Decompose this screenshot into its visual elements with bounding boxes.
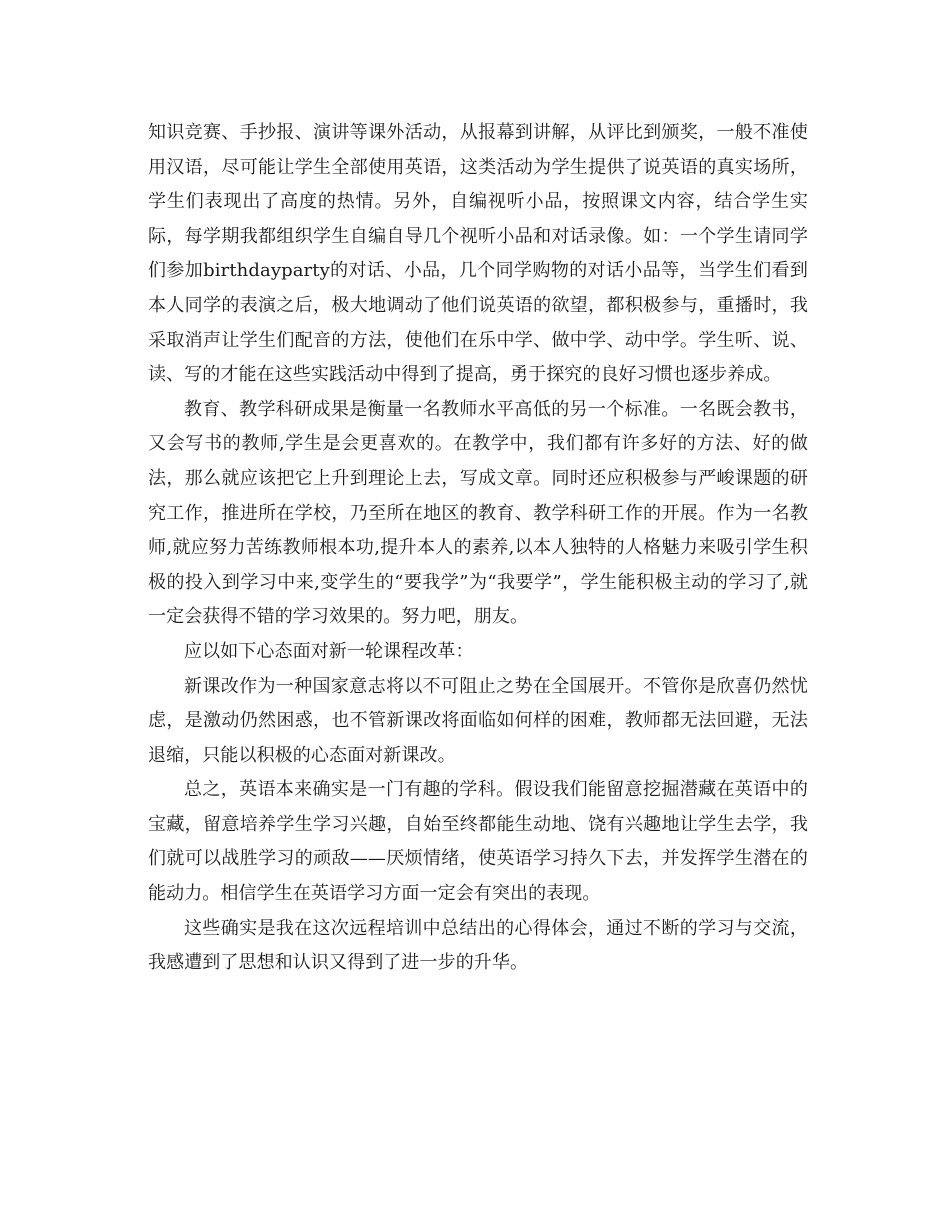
paragraph-extracurricular-activities: 知识竞赛、手抄报、演讲等课外活动，从报幕到讲解，从评比到颁奖，一般不准使用汉语，尽可能让学生全部使用英语，这类活动为学生提供了说英语的真实场所，学生们表现出了高度的热情。另外，自编视听小品，按照课文内容，结合学生实际，每学期我都组织学生自编自导几个视听小品和对话录像。如：一个学生请同学们参加birthdayparty的对话、小品，几个同学购物的对话小品等，当学生们看到本人同学的表演之后，极大地调动了他们说英语的欲望，都积极参与，重播时，我采取消声让学生们配音的方法，使他们在乐中学、做中学、动中学。学生听、说、读、写的才能在这些实践活动中得到了提高，勇于探究的良好习惯也逐步养成。 <box>148 122 808 386</box>
paragraph-conclusion: 总之，英语本来确实是一门有趣的学科。假设我们能留意挖掘潜藏在英语中的宝藏，留意培养学生学习兴趣，自始至终都能生动地、饶有兴趣地让学生去学，我们就可以战胜学习的顽敌——厌烦情绪，使英语学习持久下去，并发挥学生潜在的能动力。相信学生在英语学习方面一定会有突出的表现。 <box>148 779 808 905</box>
document-body <box>148 116 808 981</box>
paragraph-attitude-heading: 应以如下心态面对新一轮课程改革： <box>184 640 474 662</box>
paragraph-research-achievements: 教育、教学科研成果是衡量一名教师水平高低的另一个标准。一名既会教书，又会写书的教师,学生是会更喜欢的。在教学中，我们都有许多好的方法、好的做法，那么就应该把它上升到理论上去，写成文章。同时还应积极参与严峻课题的研究工作，推进所在学校，乃至所在地区的教育、教学科研工作的开展。作为一名教师,就应努力苦练教师根本功,提升本人的素养,以本人独特的人格魅力来吸引学生积极的投入到学习中来,变学生的“要我学”为“我要学”，学生能积极主动的学习了,就一定会获得不错的学习效果的。努力吧，朋友。 <box>148 398 808 628</box>
paragraph-training-reflection: 这些确实是我在这次远程培训中总结出的心得体会，通过不断的学习与交流，我感遭到了思想和认识又得到了进一步的升华。 <box>148 917 808 974</box>
paragraph-new-curriculum-reform: 新课改作为一种国家意志将以不可阻止之势在全国展开。不管你是欣喜仍然忧虑，是激动仍然困惑，也不管新课改将面临如何样的困难，教师都无法回避，无法退缩，只能以积极的心态面对新课改。 <box>148 675 808 766</box>
